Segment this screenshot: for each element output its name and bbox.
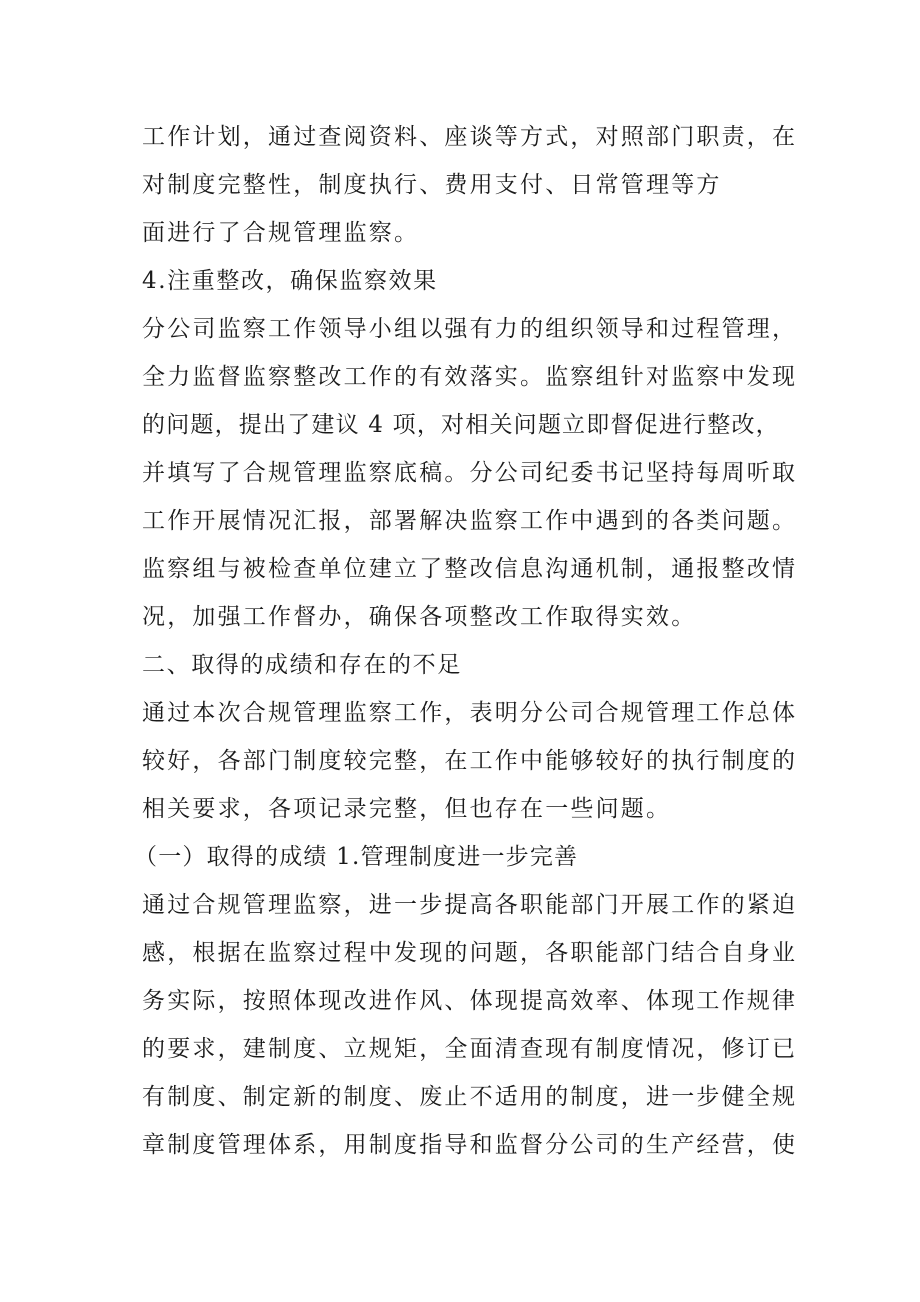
paragraph-line: 的问题，提出了建议 4 项，对相关问题立即督促进行整改， xyxy=(142,412,780,438)
paragraph-line: 较好，各部门制度较完整，在工作中能够较好的执行制度的 xyxy=(142,748,798,774)
paragraph-line: 分公司监察工作领导小组以强有力的组织领导和过程管理， xyxy=(142,316,798,342)
paragraph-line: 相关要求，各项记录完整，但也存在一些问题。 xyxy=(142,796,672,822)
paragraph-line: 面进行了合规管理监察。 xyxy=(142,220,420,246)
paragraph-line: 的要求，建制度、立规矩，全面清查现有制度情况，修订已 xyxy=(142,1036,798,1062)
section-heading: 二、取得的成绩和存在的不足 xyxy=(142,652,462,678)
paragraph-line: 通过合规管理监察，进一步提高各职能部门开展工作的紧迫 xyxy=(142,892,798,918)
section-heading: 4.注重整改，确保监察效果 xyxy=(142,268,438,294)
paragraph-line: 对制度完整性，制度执行、费用支付、日常管理等方 xyxy=(142,172,722,198)
subsection-heading: （一）取得的成绩 1.管理制度进一步完善 xyxy=(134,844,579,870)
paragraph-line: 工作计划，通过查阅资料、座谈等方式，对照部门职责，在 xyxy=(142,124,798,150)
paragraph-line: 况，加强工作督办，确保各项整改工作取得实效。 xyxy=(142,604,697,630)
paragraph-line: 务实际，按照体现改进作风、体现提高效率、体现工作规律 xyxy=(142,988,798,1014)
paragraph-line: 通过本次合规管理监察工作，表明分公司合规管理工作总体 xyxy=(142,700,798,726)
paragraph-line: 有制度、制定新的制度、废止不适用的制度，进一步健全规 xyxy=(142,1084,798,1110)
paragraph-line: 并填写了合规管理监察底稿。分公司纪委书记坚持每周听取 xyxy=(142,460,798,486)
paragraph-line: 全力监督监察整改工作的有效落实。监察组针对监察中发现 xyxy=(142,364,798,390)
paragraph-line: 感，根据在监察过程中发现的问题，各职能部门结合自身业 xyxy=(142,940,798,966)
paragraph-line: 章制度管理体系，用制度指导和监督分公司的生产经营，使 xyxy=(142,1132,798,1158)
paragraph-line: 工作开展情况汇报，部署解决监察工作中遇到的各类问题。 xyxy=(142,508,798,534)
paragraph-line: 监察组与被检查单位建立了整改信息沟通机制，通报整改情 xyxy=(142,556,798,582)
